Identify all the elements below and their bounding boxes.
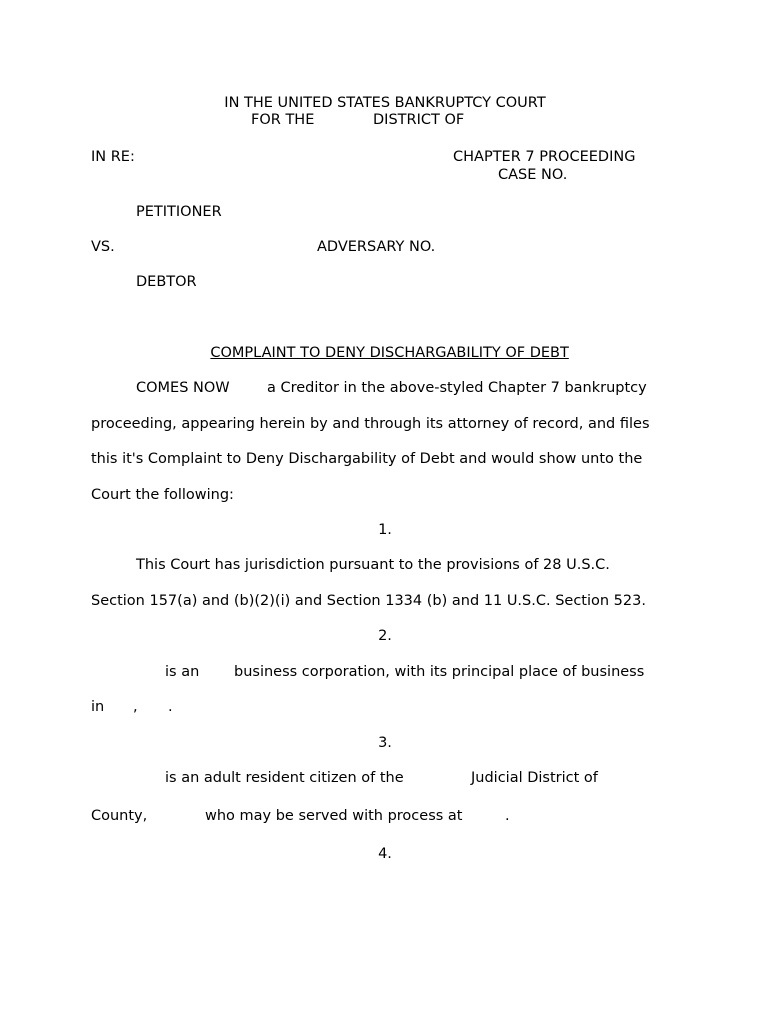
paragraph-1-line-1: This Court has jurisdiction pursuant to the provisions of 28 U.S.C. — [136, 557, 610, 573]
intro-line-1: a Creditor in the above-styled Chapter 7 bankruptcy — [267, 380, 647, 396]
paragraph-2-is-an: is an — [165, 664, 200, 680]
paragraph-3-line-1: is an adult resident citizen of the — [165, 770, 404, 786]
paragraph-number-3: 3. — [378, 735, 392, 751]
paragraph-1-line-2: Section 157(a) and (b)(2)(i) and Section 1334 (b) and 11 U.S.C. Section 523. — [91, 593, 646, 609]
court-district-label: DISTRICT OF — [373, 112, 465, 128]
paragraph-2-comma: , — [133, 699, 138, 715]
petitioner-label: PETITIONER — [136, 204, 222, 220]
court-for-the-label: FOR THE — [251, 112, 315, 128]
adversary-number-label: ADVERSARY NO. — [317, 239, 436, 255]
intro-line-3: this it's Complaint to Deny Dischargability of Debt and would show unto the — [91, 451, 643, 467]
paragraph-3-judicial-district: Judicial District of — [471, 770, 598, 786]
court-name-line: IN THE UNITED STATES BANKRUPTCY COURT — [224, 95, 546, 111]
versus-label: VS. — [91, 239, 115, 255]
paragraph-3-county: County, — [91, 808, 148, 824]
paragraph-2-in: in — [91, 699, 105, 715]
paragraph-3-served-at: who may be served with process at — [205, 808, 463, 824]
in-re-label: IN RE: — [91, 149, 135, 165]
paragraph-2-line-1: business corporation, with its principal place of business — [234, 664, 645, 680]
paragraph-3-period: . — [505, 808, 510, 824]
paragraph-number-1: 1. — [378, 522, 392, 538]
intro-line-2: proceeding, appearing herein by and through its attorney of record, and files — [91, 416, 650, 432]
document-title-text: COMPLAINT TO DENY DISCHARGABILITY OF DEBT — [210, 345, 569, 361]
chapter-label: CHAPTER 7 PROCEEDING — [453, 149, 636, 165]
intro-line-4: Court the following: — [91, 487, 234, 503]
intro-comes-now: COMES NOW — [136, 380, 230, 396]
paragraph-number-4: 4. — [378, 846, 392, 862]
debtor-label: DEBTOR — [136, 274, 197, 290]
case-number-label: CASE NO. — [498, 167, 568, 183]
document-title — [0, 326, 770, 362]
paragraph-2-period: . — [168, 699, 173, 715]
paragraph-number-2: 2. — [378, 628, 392, 644]
